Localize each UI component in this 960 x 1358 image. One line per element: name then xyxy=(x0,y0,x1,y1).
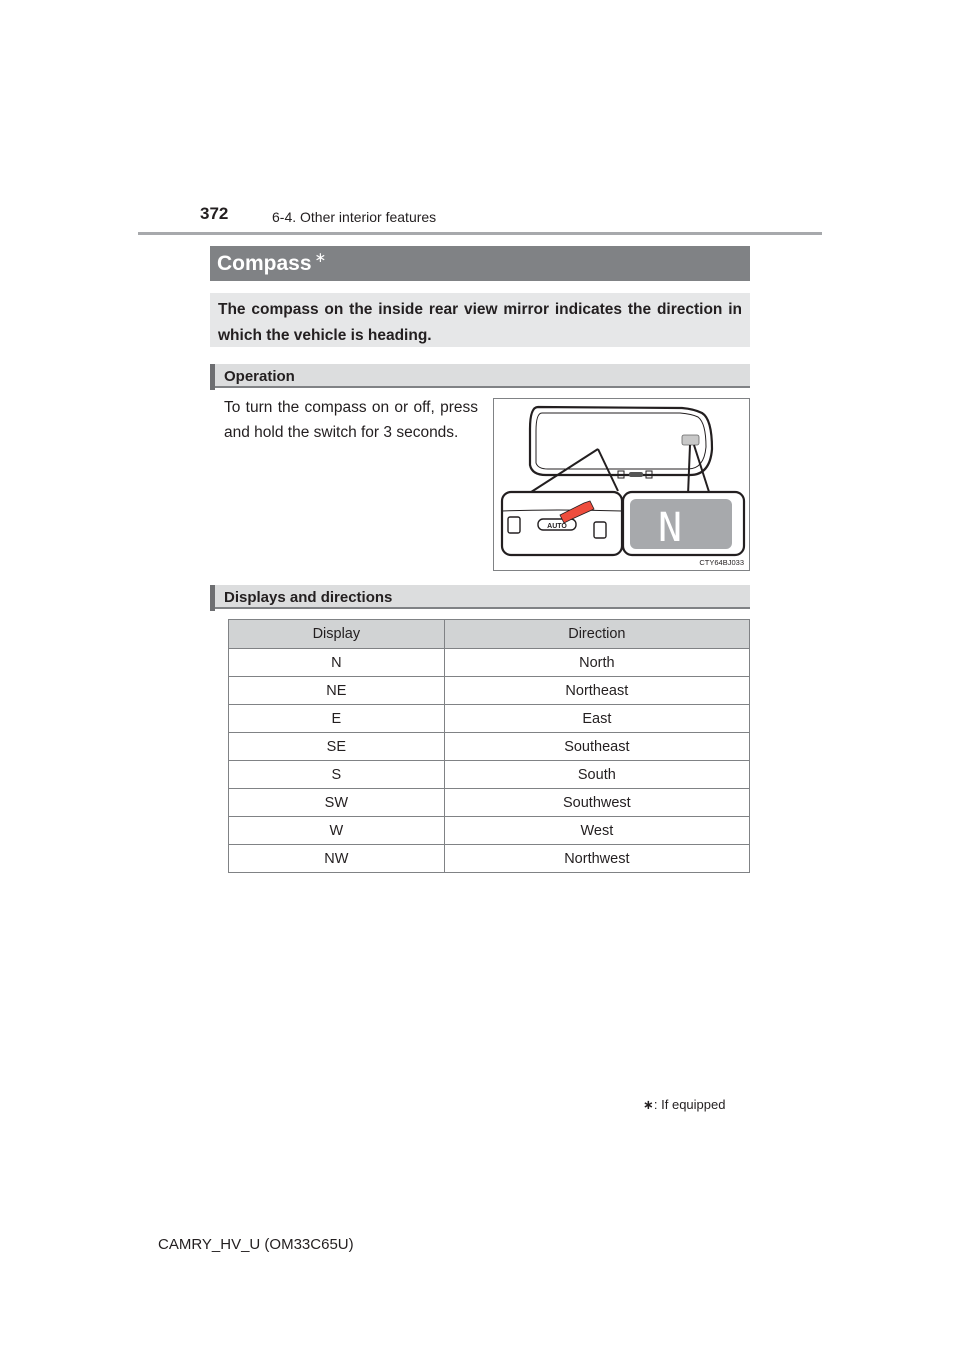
auto-button-label: AUTO xyxy=(547,523,567,530)
illustration-code: CTY64BJ033 xyxy=(699,558,744,567)
compass-display-text: N xyxy=(657,505,683,551)
display-cell: SE xyxy=(229,733,445,761)
table-row xyxy=(229,845,750,873)
direction-cell: Southwest xyxy=(444,789,749,817)
display-cell: SW xyxy=(229,789,445,817)
direction-cell: Southeast xyxy=(444,733,749,761)
table-row xyxy=(229,789,750,817)
table-row xyxy=(229,817,750,845)
table-row xyxy=(229,761,750,789)
mirror-illustration xyxy=(493,398,750,571)
section-reference: 6-4. Other interior features xyxy=(272,209,437,225)
display-cell: E xyxy=(229,705,445,733)
display-cell: W xyxy=(229,817,445,845)
footnote xyxy=(643,1097,725,1113)
intro-box xyxy=(210,293,750,347)
operation-text: To turn the compass on or off, press and hold the switch for 3 seconds. xyxy=(224,399,478,441)
column-header-direction: Direction xyxy=(444,620,749,649)
footnote-text: : If equipped xyxy=(653,1097,726,1112)
directions-table xyxy=(228,619,750,873)
table-row xyxy=(229,649,750,677)
header-rule xyxy=(138,232,822,235)
table-row xyxy=(229,677,750,705)
direction-cell: Northwest xyxy=(444,845,749,873)
if-equipped-mark: ∗ xyxy=(314,249,327,265)
display-cell: NE xyxy=(229,677,445,705)
direction-cell: South xyxy=(444,761,749,789)
page-number: 372 xyxy=(200,204,229,223)
column-header-display: Display xyxy=(229,620,445,649)
mirror-drawing xyxy=(494,399,749,570)
display-cell: NW xyxy=(229,845,445,873)
footnote-mark: ∗ xyxy=(643,1097,654,1112)
footer-document-code: CAMRY_HV_U (OM33C65U) xyxy=(158,1236,354,1253)
direction-cell: East xyxy=(444,705,749,733)
intro-text: The compass on the inside rear view mirror indicates the direction in which the vehicle is heading. xyxy=(218,301,742,344)
display-cell: S xyxy=(229,761,445,789)
direction-cell: North xyxy=(444,649,749,677)
display-cell: N xyxy=(229,649,445,677)
table-row xyxy=(229,733,750,761)
page-title xyxy=(210,246,750,281)
table-header-row xyxy=(229,620,750,649)
direction-cell: West xyxy=(444,817,749,845)
operation-heading: Operation xyxy=(210,364,750,388)
title-text: Compass xyxy=(217,251,312,275)
direction-cell: Northeast xyxy=(444,677,749,705)
displays-heading: Displays and directions xyxy=(210,585,750,609)
table-row xyxy=(229,705,750,733)
